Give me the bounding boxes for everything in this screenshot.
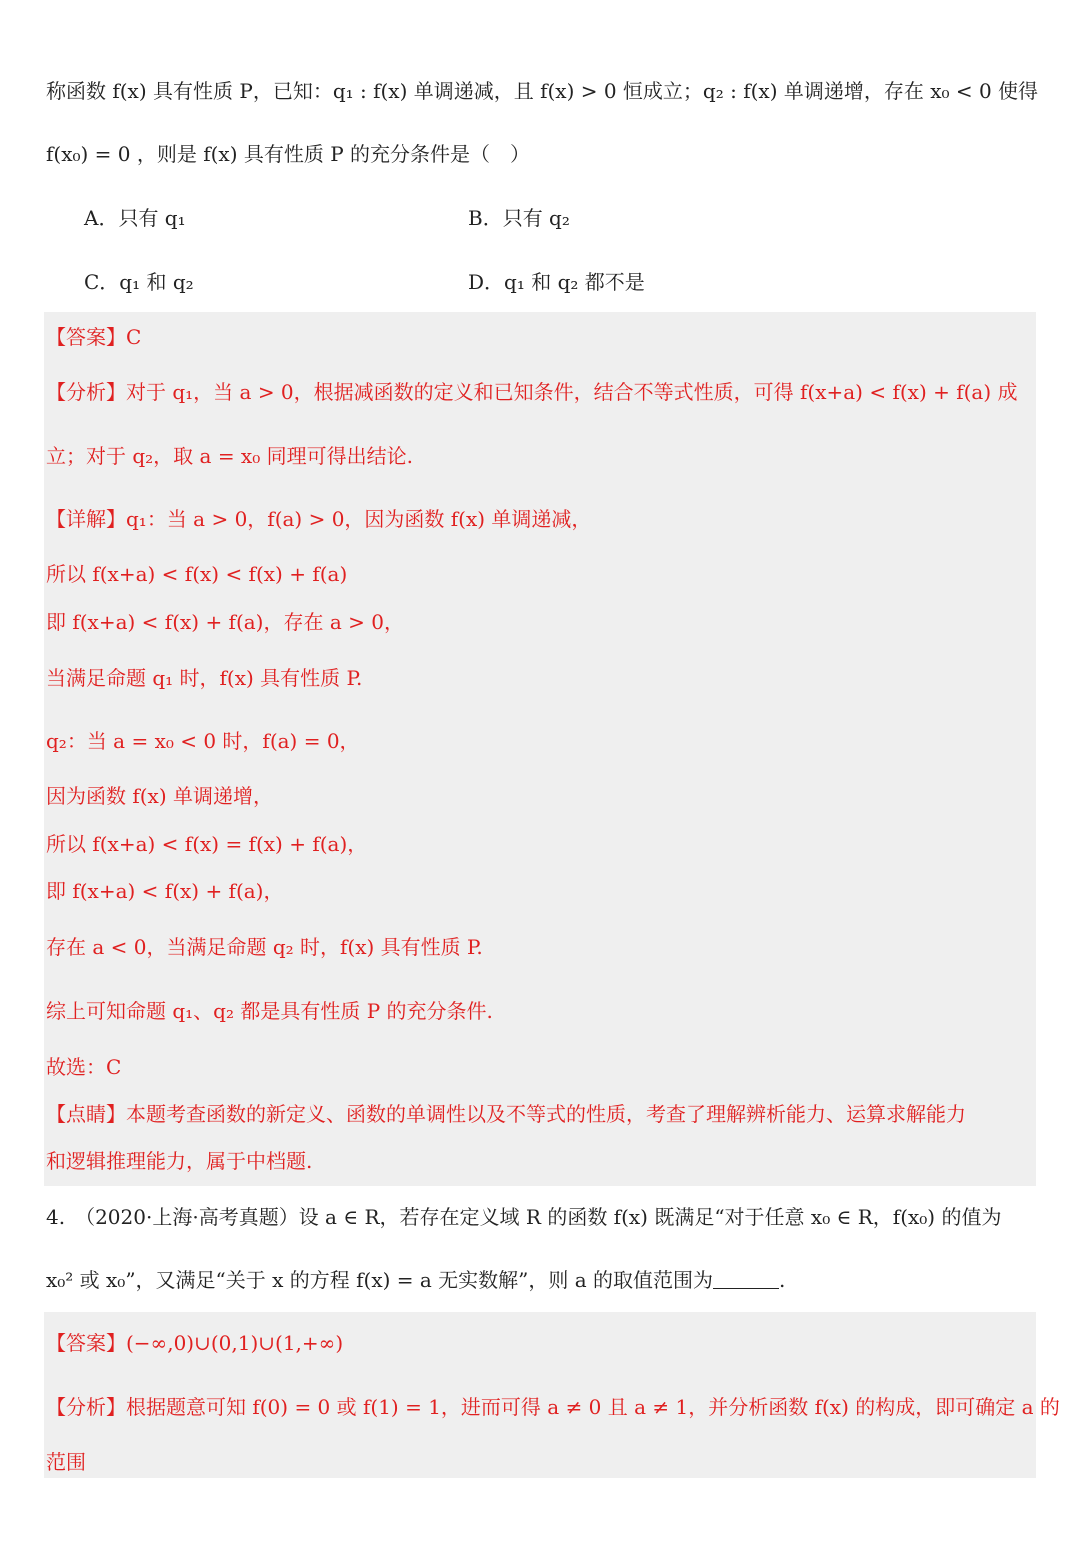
q3-detail-line-10: 综上可知命题 q₁、q₂ 都是具有性质 P 的充分条件. [46, 999, 493, 1023]
q4-analysis-line-2: 范围 [46, 1450, 86, 1474]
q3-detail-line-7: 所以 f(x+a) < f(x) = f(x) + f(a)， [46, 832, 368, 856]
q4-stem-line-2 [46, 1266, 785, 1294]
q3-detail-line-5: q₂：当 a = x₀ < 0 时，f(a) = 0， [46, 729, 360, 753]
q3-detail-line-4: 当满足命题 q₁ 时，f(x) 具有性质 P. [46, 666, 363, 690]
q3-answer: 【答案】C [46, 325, 142, 349]
q3-analysis-line-2: 立；对于 q₂，取 a = x₀ 同理可得出结论. [46, 444, 413, 468]
q4-stem-line-2-text: x₀² 或 x₀”，又满足“关于 x 的方程 f(x) = a 无实数解”，则 a 的取值范围为 [46, 1268, 714, 1292]
q3-comment-line-2: 和逻辑推理能力，属于中档题. [46, 1149, 313, 1173]
q3-detail-line-9: 存在 a < 0，当满足命题 q₂ 时，f(x) 具有性质 P. [46, 935, 483, 959]
q4-stem-line-1: 4. （2020·上海·高考真题）设 a ∈ R，若存在定义域 R 的函数 f(x) 既满足“对于任意 x₀ ∈ R，f(x₀) 的值为 [46, 1205, 1002, 1229]
q3-analysis-line-1: 【分析】对于 q₁，当 a > 0，根据减函数的定义和已知条件，结合不等式性质，可得 f(x+a) < f(x) + f(a) 成 [46, 380, 1018, 404]
q3-detail-line-2: 所以 f(x+a) < f(x) < f(x) + f(a) [46, 562, 348, 586]
q3-detail-line-3: 即 f(x+a) < f(x) + f(a)，存在 a > 0， [46, 610, 404, 634]
q4-answer: 【答案】(−∞,0)∪(0,1)∪(1,+∞) [46, 1331, 344, 1355]
q3-detail-line-11: 故选：C [46, 1055, 122, 1079]
q3-detail-line-1: 【详解】q₁：当 a > 0，f(a) > 0，因为函数 f(x) 单调递减， [46, 507, 592, 531]
q3-detail-line-6: 因为函数 f(x) 单调递增， [46, 784, 274, 808]
q3-option-d: D．q₁ 和 q₂ 都不是 [468, 270, 645, 294]
q3-stem-line-1: 称函数 f(x) 具有性质 P，已知：q₁ : f(x) 单调递减，且 f(x) > 0 恒成立；q₂ : f(x) 单调递增，存在 x₀ < 0 使得 [46, 79, 1039, 103]
q4-analysis-line-1: 【分析】根据题意可知 f(0) = 0 或 f(1) = 1，进而可得 a ≠ 0 且 a ≠ 1，并分析函数 f(x) 的构成，即可确定 a 的 [46, 1395, 1060, 1419]
answer-blank [713, 1268, 779, 1289]
q3-option-b: B．只有 q₂ [468, 206, 570, 230]
q3-stem-line-2: f(x₀) = 0 ，则是 f(x) 具有性质 P 的充分条件是（ ） [46, 142, 531, 166]
q3-detail-line-8: 即 f(x+a) < f(x) + f(a)， [46, 879, 284, 903]
q3-comment-line-1: 【点睛】本题考查函数的新定义、函数的单调性以及不等式的性质，考查了理解辨析能力、运算求解能力 [46, 1102, 966, 1126]
q3-option-c: C．q₁ 和 q₂ [84, 270, 194, 294]
q3-option-a: A．只有 q₁ [84, 206, 186, 230]
q4-stem-line-2-end: . [779, 1268, 786, 1292]
